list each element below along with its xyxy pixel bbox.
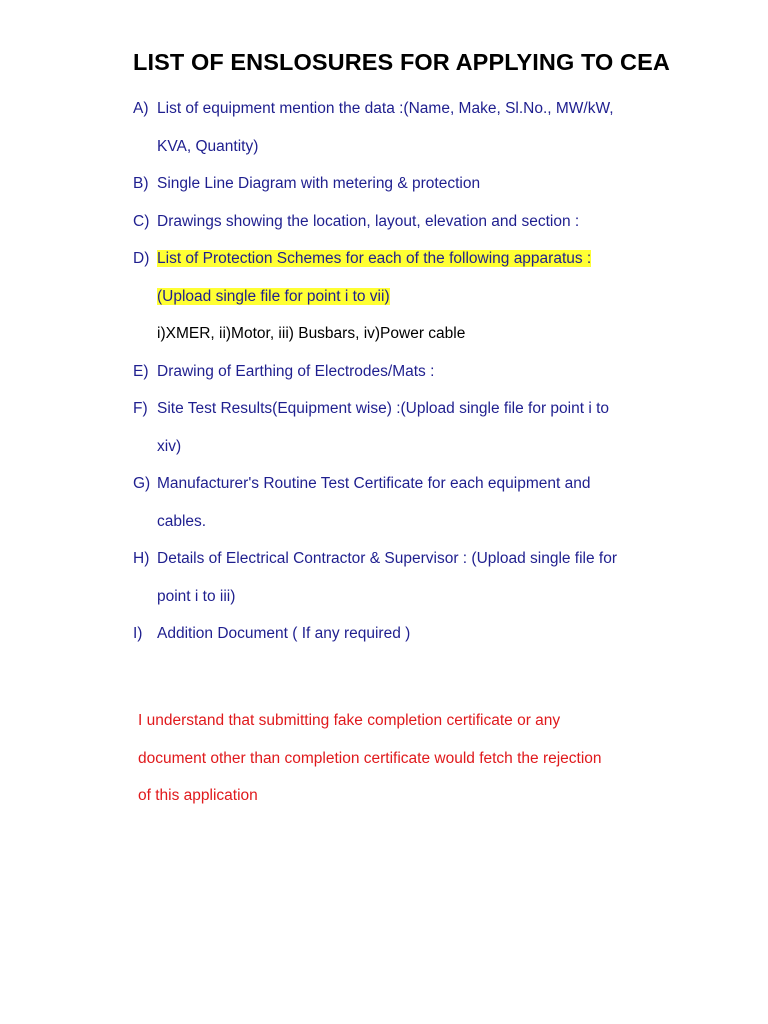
item-subtext: i)XMER, ii)Motor, iii) Busbars, iv)Power cable [157,325,466,342]
item-letter: G) [133,475,151,492]
item-text: xiv) [157,437,182,455]
item-text: cables. [157,512,207,530]
list-item-i [133,615,693,653]
item-letter: H) [133,550,150,567]
highlighted-text: (Upload single file for point i to vii) [157,287,390,305]
list-item-a [133,90,693,165]
notice-line: document other than completion certificate would fetch the rejection [138,749,602,767]
notice-line: of this application [138,787,258,804]
item-text: Details of Electrical Contractor & Supervisor : (Upload single file for [157,550,618,567]
item-letter: E) [133,362,149,380]
enclosure-list [133,90,693,653]
list-item-c [133,203,693,241]
item-text: Drawings showing the location, layout, elevation and section : [157,212,580,230]
list-item-e [133,353,693,391]
item-letter: B) [133,175,149,192]
item-text: KVA, Quantity) [157,137,259,155]
highlighted-text: List of Protection Schemes for each of the following apparatus : [157,250,592,267]
declaration-notice [138,702,698,815]
item-text: point i to iii) [157,587,236,605]
item-letter: C) [133,212,150,230]
item-text: Manufacturer's Routine Test Certificate for each equipment and [157,475,591,492]
item-text: Drawing of Earthing of Electrodes/Mats : [157,362,435,380]
item-text: Addition Document ( If any required ) [157,625,411,642]
list-item-b [133,165,693,203]
item-letter: D) [133,250,150,267]
list-item-h [133,540,693,615]
item-text: Site Test Results(Equipment wise) :(Upload single file for point i to [157,400,610,417]
item-text: List of equipment mention the data :(Name, Make, Sl.No., MW/kW, [157,100,614,117]
list-item-g [133,465,693,540]
item-letter: I) [133,625,143,642]
item-letter: F) [133,400,148,417]
list-item-f [133,390,693,465]
item-text: Single Line Diagram with metering & protection [157,175,481,192]
page-title: LIST OF ENSLOSURES FOR APPLYING TO CEA [133,49,670,75]
list-item-d [133,240,693,353]
item-letter: A) [133,100,149,117]
notice-line: I understand that submitting fake completion certificate or any [138,712,561,729]
